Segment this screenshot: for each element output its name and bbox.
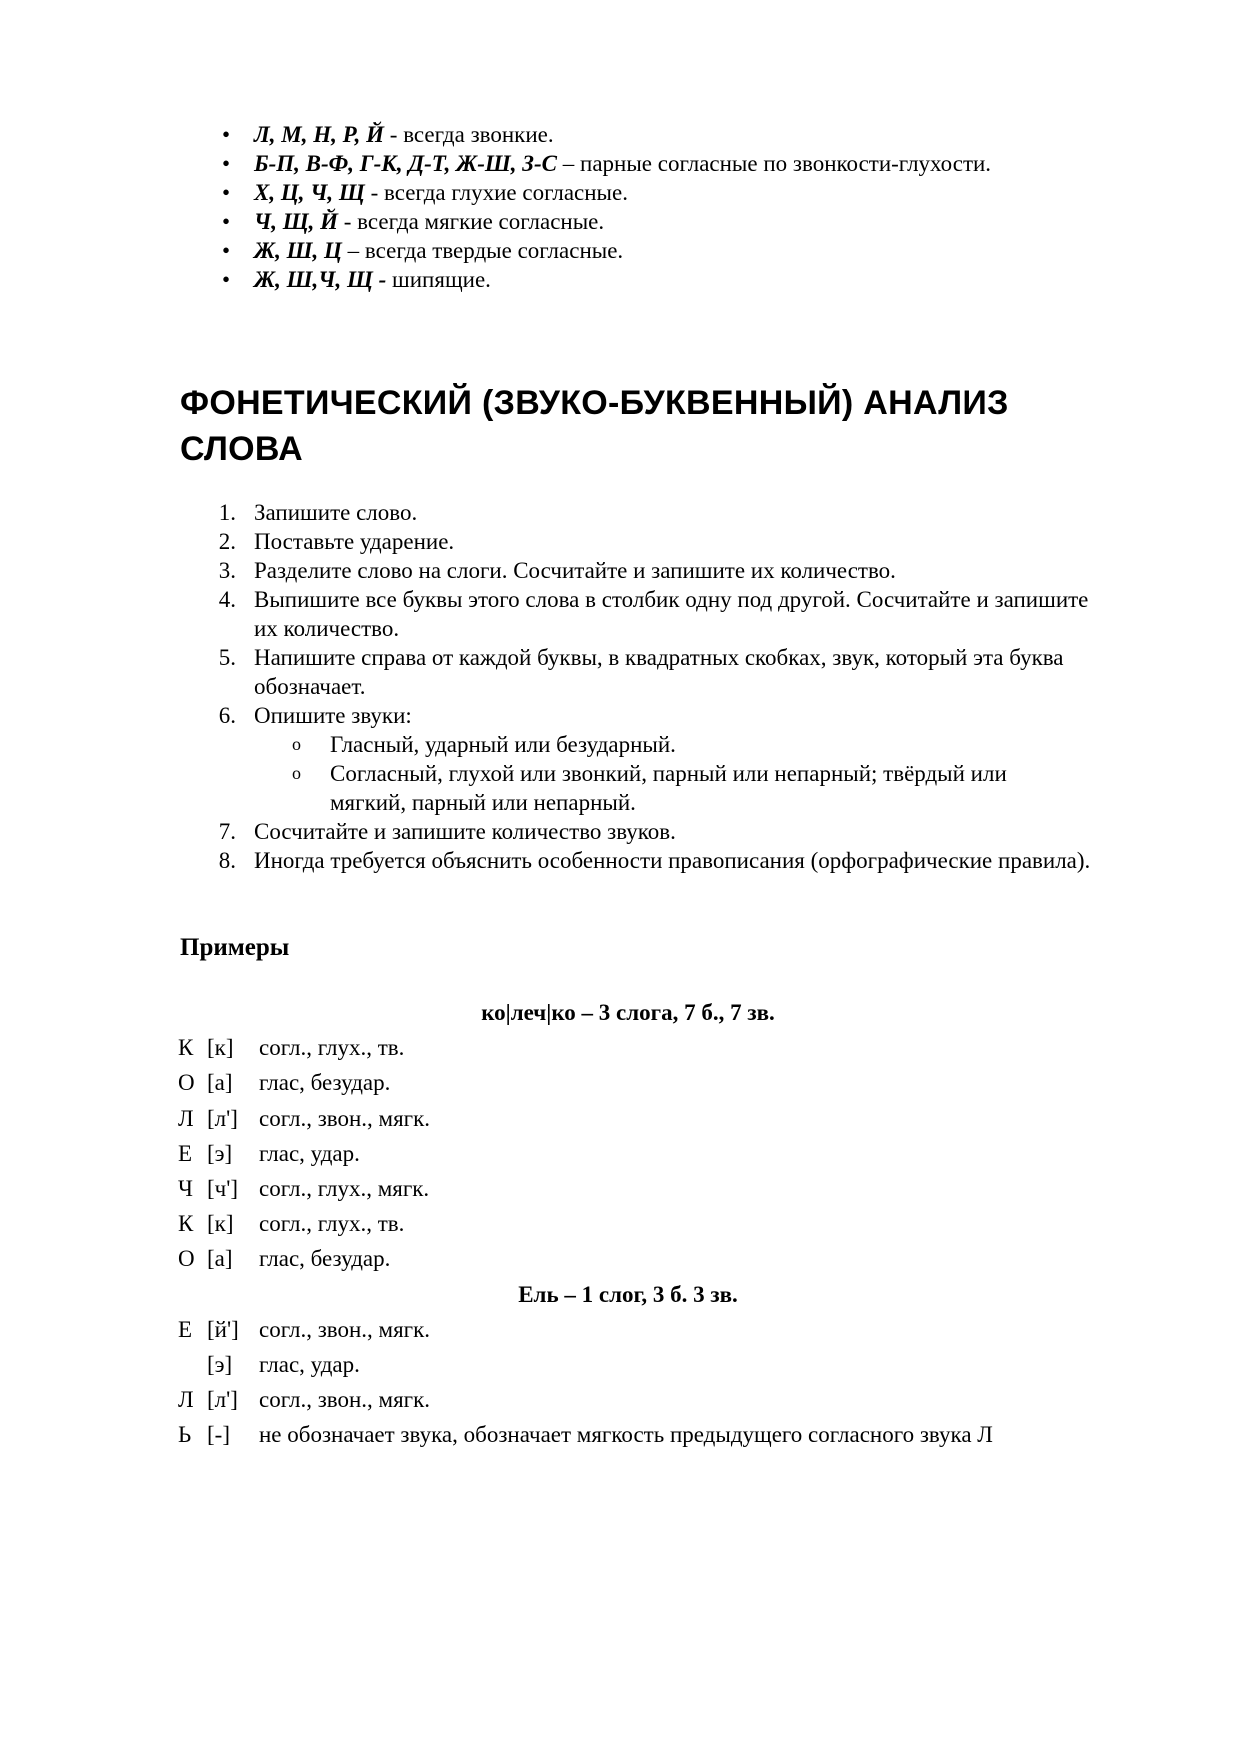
step-text: Выпишите все буквы этого слова в столбик одну под другой. Сосчитайте и запишите их количество. [254, 587, 1089, 641]
sound-description: согл., глух., мягк. [259, 1175, 430, 1201]
letters: Б-П, В-Ф, Г-К, Д-Т, Ж-Ш, З-С [254, 151, 558, 176]
step-text: Иногда требуется объяснить особенности правописания (орфографические правила). [254, 848, 1091, 873]
list-item [200, 643, 1100, 701]
example-title: ко|леч|ко – 3 слога, 7 б., 7 зв. [481, 1000, 775, 1025]
examples [178, 995, 1138, 1452]
letter: К [178, 1211, 194, 1237]
list-item [200, 817, 1100, 846]
analysis-row [178, 1136, 1138, 1171]
list-item [200, 585, 1100, 643]
section-heading: ФОНЕТИЧЕСКИЙ (ЗВУКО-БУКВЕННЫЙ) АНАЛИЗ СЛОВА [180, 384, 1009, 468]
example-title: Ель – 1 слог, 3 б. 3 зв. [518, 1281, 738, 1307]
letter: Л [178, 1387, 194, 1413]
sound-description: согл., глух., тв. [259, 1035, 405, 1061]
rule-text: – всегда твердые согласные. [341, 238, 624, 263]
sound-transcription: [л'] [207, 1387, 238, 1413]
sound-transcription: [ч'] [207, 1175, 239, 1201]
analysis-row [178, 1206, 1138, 1241]
list-item [200, 556, 1100, 585]
sub-list-item: o Гласный, ударный или безударный. [200, 730, 1100, 759]
step-number: 4. [218, 587, 236, 612]
analysis-row [178, 1347, 1138, 1382]
sound-transcription: [а] [207, 1070, 233, 1096]
step-text: Разделите слово на слоги. Сосчитайте и запишите их количество. [254, 558, 896, 583]
list-item [222, 236, 991, 265]
sound-transcription: [к] [207, 1035, 234, 1061]
letters: Л, М, Н, Р, Й [254, 122, 385, 147]
analysis-row [178, 1417, 1138, 1452]
examples-heading: Примеры [180, 934, 290, 961]
sound-description: согл., глух., тв. [259, 1211, 405, 1237]
list-item [222, 120, 991, 149]
list-item [222, 149, 991, 178]
sound-description: глас, удар. [259, 1351, 360, 1377]
letter: Ч [178, 1175, 193, 1201]
list-item [200, 701, 1100, 730]
letter: К [178, 1035, 194, 1061]
sound-transcription: [-] [207, 1422, 230, 1448]
step-number: 5. [218, 645, 236, 670]
sound-transcription: [э] [207, 1351, 233, 1377]
step-number: 8. [218, 848, 236, 873]
list-item [222, 178, 991, 207]
step-text: Запишите слово. [254, 500, 418, 525]
step-text: Поставьте ударение. [254, 529, 455, 554]
step-text: Опишите звуки: [254, 703, 412, 728]
letters: Х, Ц, Ч, Щ [254, 180, 365, 205]
list-item [200, 498, 1100, 527]
step-text: Сосчитайте и запишите количество звуков. [254, 819, 676, 844]
sound-transcription: [к] [207, 1211, 234, 1237]
step-number: 3. [218, 558, 236, 583]
analysis-row [178, 1030, 1138, 1065]
rule-text: шипящие. [386, 267, 491, 292]
sound-transcription: [а] [207, 1246, 233, 1272]
step-number: 6. [218, 703, 236, 728]
analysis-steps-list [200, 498, 1100, 875]
letter: Л [178, 1105, 194, 1131]
letters: Ж, Ш,Ч, Щ - [254, 267, 387, 292]
letter: Е [178, 1140, 193, 1166]
sound-description: согл., звон., мягк. [259, 1387, 431, 1413]
list-item [200, 527, 1100, 556]
rule-text: - всегда глухие согласные. [364, 180, 628, 205]
analysis-row [178, 1065, 1138, 1100]
list-item [222, 265, 991, 294]
sound-description: глас, удар. [259, 1140, 360, 1166]
step-text: Напишите справа от каждой буквы, в квадратных скобках, звук, который эта буква обозначает. [254, 645, 1064, 699]
analysis-row [178, 1312, 1138, 1347]
step-number: 1. [218, 500, 236, 525]
sound-description: глас, безудар. [259, 1246, 391, 1272]
letters: Ч, Щ, Й [254, 209, 338, 234]
analysis-row [178, 1171, 1138, 1206]
sound-description: согл., звон., мягк. [259, 1316, 431, 1342]
letters: Ж, Ш, Ц [254, 238, 342, 263]
sound-transcription: [й'] [207, 1316, 239, 1342]
list-item [222, 207, 991, 236]
letter: О [178, 1246, 195, 1272]
rule-text: – парные согласные по звонкости-глухости. [557, 151, 992, 176]
letter: Е [178, 1316, 193, 1342]
sound-description: не обозначает звука, обозначает мягкость предыдущего согласного звука Л [259, 1422, 993, 1448]
rule-text: - всегда звонкие. [384, 122, 554, 147]
step-number: 2. [218, 529, 236, 554]
step-number: 7. [218, 819, 236, 844]
analysis-row [178, 1241, 1138, 1276]
sound-description: глас, безудар. [259, 1070, 391, 1096]
sound-transcription: [э] [207, 1140, 233, 1166]
letter: Ь [178, 1422, 192, 1448]
sound-transcription: [л'] [207, 1105, 238, 1131]
sub-list-item: o Согласный, глухой или звонкий, парный или непарный; твёрдый или мягкий, парный или непарный. [200, 759, 1030, 817]
analysis-row [178, 1101, 1138, 1136]
analysis-row [178, 1382, 1138, 1417]
rule-text: - всегда мягкие согласные. [338, 209, 605, 234]
consonant-rules-list [222, 120, 991, 294]
letter: О [178, 1070, 195, 1096]
list-item [200, 846, 1114, 875]
sound-description: согл., звон., мягк. [259, 1105, 431, 1131]
